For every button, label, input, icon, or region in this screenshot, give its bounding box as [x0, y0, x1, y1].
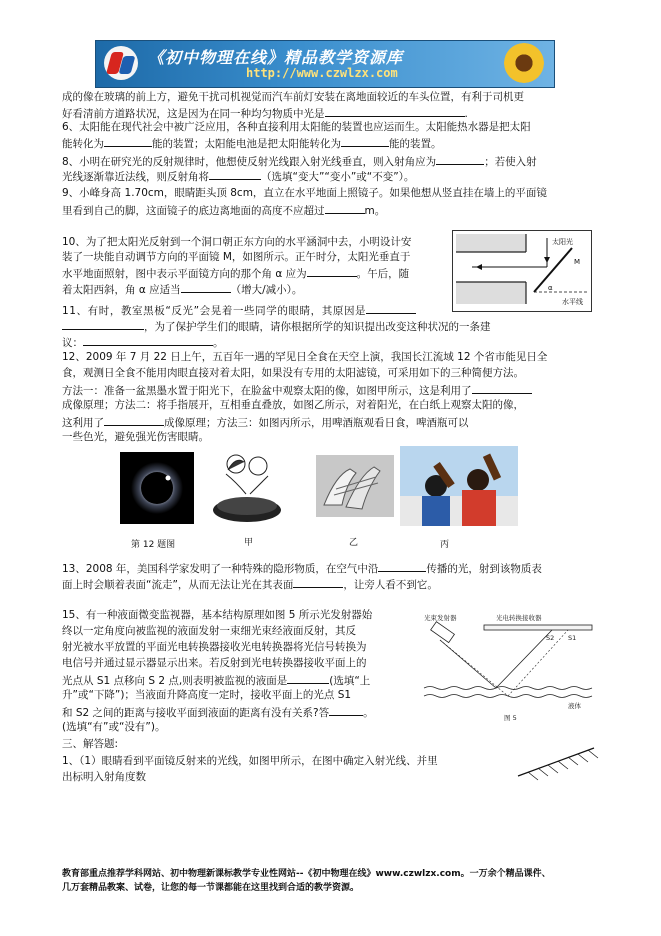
text-line: 里看到自己的脚，这面镜子的底边离地面的高度不应超过 m。	[62, 202, 385, 219]
text-line: 水平地面照射，图中表示平面镜方向的那个角 α 应为 。午后，随	[62, 265, 409, 282]
footer-line-2: 几万套精品教案、试卷，让您的每一节课都能在这里找到合适的教学资源。	[62, 883, 360, 893]
text-line: (选填“有”或“没有”)。	[62, 721, 166, 733]
text-line: 出标明入射角度数	[62, 771, 146, 783]
fig5-s1-label: S1	[568, 634, 577, 642]
text-line: 面上时会顺着表面“流走”，从而无法让光在其表面 ，让旁人看不到它。	[62, 576, 438, 593]
section-heading: 三、解答题:	[62, 738, 119, 750]
banner-title: 《初中物理在线》精品教学资源库	[148, 48, 404, 67]
fig10-sun-label: 太阳光	[552, 238, 573, 246]
fig5-liquid-label: 液体	[568, 702, 581, 710]
fig-jia-caption: 甲	[244, 538, 254, 548]
text-line: ，为了保护学生们的眼睛，请你根据所学的知识提出改变这种状况的一条建	[62, 318, 491, 335]
text-line: 和 S2 之间的距离与接收平面到液面的距离有没有关系?答 。	[62, 704, 374, 721]
figure-jia-basin	[208, 448, 286, 528]
text-line: 终以一定角度向被监视的液面发射一束细光束经液面反射，其反	[62, 625, 356, 637]
fig10-alpha-label: α	[548, 284, 553, 292]
text-line: 光线逐渐靠近法线，则反射角将 （选填“变大”“变小”或“不变”）。	[62, 168, 414, 185]
fig5-receiver-label: 光电转换接收器	[496, 614, 542, 622]
fig12-caption: 第 12 题图	[131, 540, 176, 550]
fig5-s2-label: S2	[546, 634, 555, 642]
fig-yi-caption: 乙	[349, 538, 359, 548]
text-line: 升”或“下降”)；当液面升降高度一定时，接收平面上的光点 S1	[62, 689, 352, 701]
question-15: 15、有一种液面微变监视器，基本结构原理如图 5 所示光发射器始	[62, 609, 373, 621]
text-line: 好看清前方道路状况，这是因为在同一种均匀物质中光是 .	[62, 105, 468, 122]
question-9: 9、小峰身高 1.70cm，眼睛距头顶 8cm，直立在水平地面上照镜子。如果他想从竖直挂在墙上的平面镜	[62, 187, 547, 199]
sunflower-icon	[504, 43, 544, 83]
figure-yi-hands	[316, 455, 394, 517]
figure-mirror-jia	[508, 742, 604, 782]
site-logo	[104, 46, 138, 80]
question-6: 6、太阳能在现代社会中被广泛应用，各种直接利用太阳能的装置也应运而生。太阳能热水器是把太阳	[62, 121, 531, 133]
text-line: 装了一块能自动调节方向的平面镜 M，如图所示。正午时分，太阳光垂直于	[62, 251, 411, 263]
text-line: 方法一：准备一盆黑墨水置于阳光下，在脸盆中观察太阳的像，如图甲所示，这是利用了	[62, 382, 532, 399]
fig10-level-label: 水平线	[562, 298, 583, 306]
text-line: 光点从 S1 点移向 S 2 点,则表明被监视的液面是 (选填“上	[62, 672, 370, 689]
figure-5-monitor	[418, 612, 600, 722]
question-10: 10、为了把太阳光反射到一个洞口朝正东方向的水平涵洞中去，小明设计安	[62, 236, 412, 248]
text-line: 能转化为 能的装置；太阳能电池是把太阳能转化为 能的装置。	[62, 135, 442, 152]
text-line: 一些色光，避免强光伤害眼睛。	[62, 431, 209, 443]
figure-q10	[452, 230, 592, 312]
question-11: 11、有时，教室黑板“反光”会晃着一些同学的眼睛，其原因是	[62, 302, 416, 319]
text-line: 食，观测日全食不能用肉眼直接对着太阳，如果没有专用的太阳滤镜，可采用如下的三种简便方法。	[62, 367, 524, 379]
question-3-1: 1、（1）眼睛看到平面镜反射来的光线，如图甲所示，在图中确定入射光线、并里	[62, 755, 438, 767]
fig5-emitter-label: 光束发射器	[424, 614, 457, 622]
text-line: 这利用了 成像原理；方法三：如图丙所示，用啤酒瓶观看日食，啤酒瓶可以	[62, 414, 469, 431]
eclipse-photo	[120, 452, 194, 524]
question-8: 8、小明在研究光的反射规律时，他想使反射光线跟入射光线垂直，则入射角应为 ；若使入射	[62, 153, 537, 170]
fig-bing-caption: 丙	[440, 540, 450, 550]
question-13: 13、2008 年，美国科学家发明了一种特殊的隐形物质，在空气中沿 传播的光，射到该物质表	[62, 560, 542, 577]
text-line: 电信号并通过显示器显示出来。若反射到光电转换器接收平面上的	[62, 657, 367, 669]
text-line: 成的像在玻璃的前上方，避免干扰司机视觉而汽车前灯安装在离地面较近的车头位置，有利于司机更	[62, 91, 524, 103]
text-line: 射光被水平放置的平面光电转换器接收光电转换器将光信号转换为	[62, 641, 367, 653]
text-line: 着太阳西斜，角 α 应适当 （增大/减小）。	[62, 281, 302, 298]
text-line: 成像原理；方法二：将手指展开，互相垂直叠放，如图乙所示，对着阳光，在白纸上观察太阳的像，	[62, 399, 524, 411]
question-12: 12、2009 年 7 月 22 日上午，五百年一遇的罕见日全食在天空上演，我国长江流域 12 个省市能见日全	[62, 351, 548, 363]
footer-line-1: 教育部重点推荐学科网站、初中物理新课标教学专业性网站--《初中物理在线》www.czwlzx.com。一万余个精品课件、	[62, 869, 551, 879]
site-banner	[95, 40, 555, 88]
figure-bing-photo	[400, 446, 518, 526]
banner-url: http://www.czwlzx.com	[246, 66, 398, 80]
fig5-caption: 图 5	[504, 714, 517, 722]
fig10-mirror-label: M	[574, 258, 581, 266]
text-line: 议： 。	[62, 334, 224, 351]
